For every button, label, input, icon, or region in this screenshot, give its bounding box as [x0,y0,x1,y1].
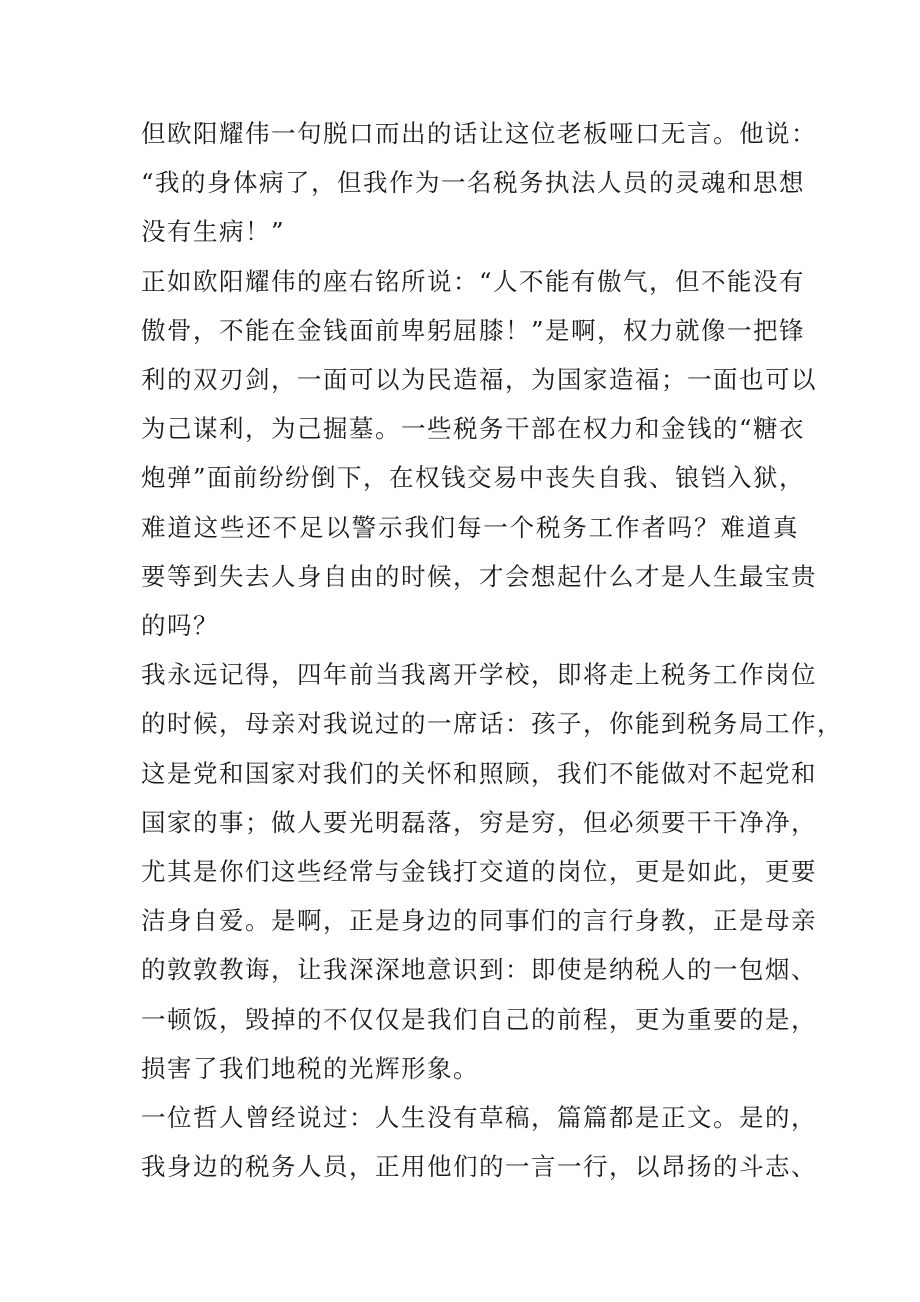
paragraph-2 [141,257,817,651]
text-line: 炮弹”面前纷纷倒下，在权钱交易中丧失自我、锒铛入狱， [141,463,806,493]
text-line: 要等到失去人身自由的时候，才会想起什么才是人生最宝贵 [141,561,817,591]
text-line: 一顿饭，毁掉的不仅仅是我们自己的前程，更为重要的是， [141,1004,817,1034]
text-line: 没有生病！” [141,217,286,247]
text-line: 傲骨，不能在金钱面前卑躬屈膝！”是啊，权力就像一把锋 [141,315,806,345]
text-line: 我身边的税务人员，正用他们的一言一行，以昂扬的斗志、 [141,1152,817,1182]
document-body [141,109,843,1191]
text-line: 的敦敦教诲，让我深深地意识到：即使是纳税人的一包烟、 [141,955,817,985]
text-line: 利的双刃剑，一面可以为民造福，为国家造福；一面也可以 [141,365,817,395]
text-line: 正如欧阳耀伟的座右铭所说：“人不能有傲气，但不能没有 [141,266,806,296]
text-line: 损害了我们地税的光辉形象。 [141,1053,479,1083]
text-line: 这是党和国家对我们的关怀和照顾，我们不能做对不起党和 [141,758,817,788]
paragraph-1 [141,109,817,257]
text-line: 难道这些还不足以警示我们每一个税务工作者吗？难道真 [141,512,799,542]
text-line: 尤其是你们这些经常与金钱打交道的岗位，更是如此，更要 [141,857,817,887]
text-line: 洁身自爱。是啊，正是身边的同事们的言行身教，正是母亲 [141,906,817,936]
text-line: 国家的事；做人要光明磊落，穷是穷，但必须要干干净净， [141,807,817,837]
text-line: 但欧阳耀伟一句脱口而出的话让这位老板哑口无言。他说： [141,119,817,148]
text-line: 的吗？ [141,611,219,641]
text-line: “我的身体病了，但我作为一名税务执法人员的灵魂和思想 [141,168,806,198]
paragraph-4 [141,1093,817,1191]
paragraph-3 [141,650,843,1093]
text-line: 一位哲人曾经说过：人生没有草稿，篇篇都是正文。是的， [141,1103,817,1133]
text-line: 的时候，母亲对我说过的一席话：孩子，你能到税务局工作， [141,709,843,739]
text-line: 为己谋利，为己掘墓。一些税务干部在权力和金钱的“糖衣 [141,414,806,444]
text-line: 我永远记得，四年前当我离开学校，即将走上税务工作岗位 [141,660,817,690]
